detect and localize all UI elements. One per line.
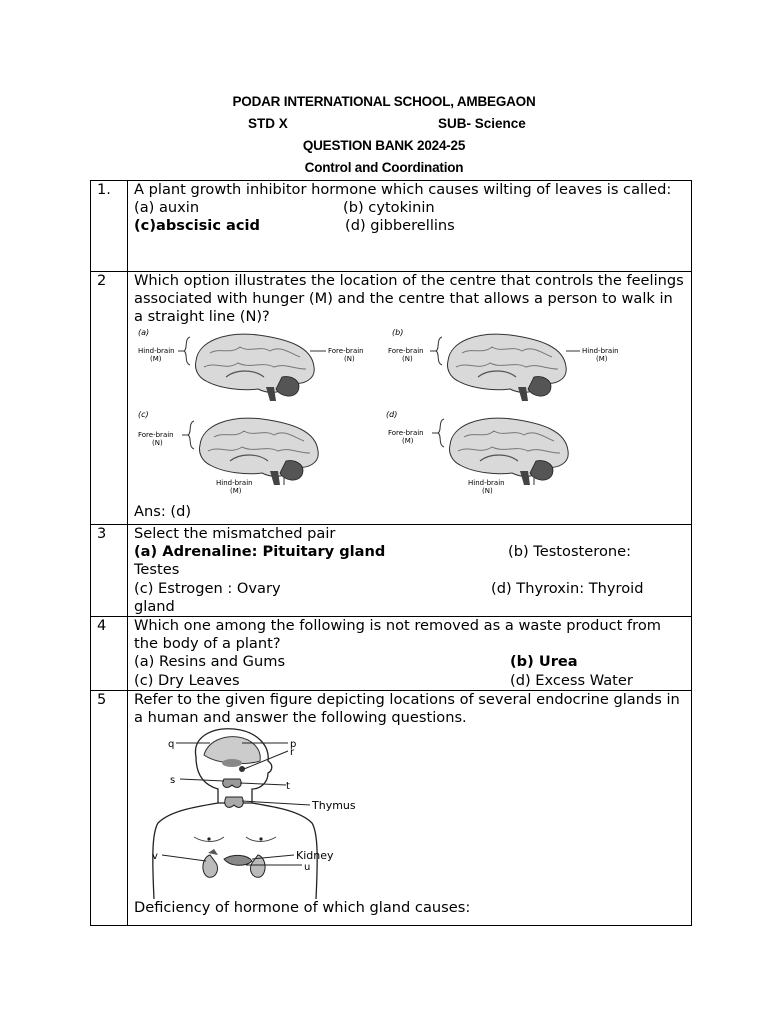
left-label: Hind-brain	[138, 346, 175, 355]
bottom-label: Hind-brain	[216, 478, 253, 487]
label-q: q	[168, 739, 175, 751]
question-row-2	[91, 272, 692, 525]
option-b-answer: (b) Urea	[510, 653, 578, 671]
option-b: (b) cytokinin	[343, 199, 435, 217]
option-d-wrap: gland	[134, 597, 175, 615]
label-t: t	[286, 781, 290, 793]
option-d: (d) Excess Water	[510, 671, 633, 689]
question-number: 1.	[91, 181, 128, 272]
label-u: u	[304, 862, 311, 874]
answer-text: Ans: (d)	[134, 502, 192, 520]
left-sub: (M)	[150, 354, 162, 363]
option-a-answer: (a) Adrenaline: Pituitary gland	[134, 543, 386, 561]
question-row-1	[91, 181, 692, 272]
option-b: (b) Testosterone:	[508, 543, 632, 561]
followup-text: Deficiency of hormone of which gland causes:	[134, 899, 471, 917]
option-tag: (a)	[138, 327, 150, 337]
question-text: Which one among the following is not removed as a waste product from the body of a plant?	[134, 616, 661, 653]
option-tag: (d)	[386, 409, 398, 419]
option-c: (c) Dry Leaves	[134, 671, 240, 689]
chapter-title: Control and Coordination	[304, 160, 464, 175]
question-table	[90, 180, 692, 926]
question-body	[128, 272, 692, 525]
question-row-3	[91, 525, 692, 617]
label-thymus: Thymus	[312, 799, 356, 813]
question-number: 2	[91, 272, 128, 525]
question-text: Select the mismatched pair	[134, 525, 336, 542]
left-sub: (N)	[152, 438, 163, 447]
option-b-wrap: Testes	[134, 561, 180, 579]
option-d: (d) Thyroxin: Thyroid	[491, 579, 644, 597]
right-sub: (N)	[344, 354, 355, 363]
subject-label: SUB- Science	[438, 116, 526, 131]
question-number: 5	[91, 690, 128, 925]
bottom-sub: (N)	[482, 486, 493, 495]
left-label: Fore-brain	[138, 430, 174, 439]
brain-option-b	[388, 328, 619, 401]
question-text: Which option illustrates the location of the centre that controls the feelings associated with hunger (M) and the centre that allows a person to walk in a straight line (N)?	[134, 272, 684, 326]
option-a: (a) auxin	[134, 199, 200, 217]
label-v: v	[152, 851, 158, 863]
left-label: Fore-brain	[388, 428, 424, 437]
label-p: p	[290, 739, 297, 751]
brain-option-c	[138, 410, 318, 495]
left-label: Fore-brain	[388, 346, 424, 355]
std-label: STD X	[248, 116, 288, 131]
bank-title: QUESTION BANK 2024-25	[302, 138, 466, 153]
question-text: Refer to the given figure depicting locations of several endocrine glands in a human and answer the following questions.	[134, 690, 680, 726]
question-row-4	[91, 616, 692, 690]
question-number: 4	[91, 616, 128, 690]
question-text: A plant growth inhibitor hormone which causes wilting of leaves is called:	[134, 181, 672, 198]
bottom-sub: (M)	[230, 486, 242, 495]
right-label: Hind-brain	[582, 346, 619, 355]
left-sub: (M)	[402, 436, 414, 445]
option-c: (c) Estrogen : Ovary	[134, 579, 281, 597]
question-body	[128, 616, 692, 690]
option-c-answer: (c)abscisic acid	[134, 217, 260, 235]
brain-option-d	[386, 410, 568, 495]
option-a: (a) Resins and Gums	[134, 653, 286, 671]
brain-options-figure	[134, 327, 634, 503]
question-body	[128, 181, 692, 272]
bottom-label: Hind-brain	[468, 478, 505, 487]
endocrine-glands-figure	[134, 727, 374, 899]
brain-option-a	[138, 328, 364, 401]
right-sub: (M)	[596, 354, 608, 363]
right-label: Fore-brain	[328, 346, 364, 355]
question-body	[128, 690, 692, 925]
label-kidney: Kidney	[296, 849, 334, 863]
label-s: s	[170, 775, 176, 787]
question-row-5	[91, 690, 692, 925]
option-d: (d) gibberellins	[345, 217, 455, 235]
option-tag: (b)	[392, 327, 404, 337]
label-r: r	[290, 747, 295, 759]
left-sub: (N)	[402, 354, 413, 363]
question-number: 3	[91, 525, 128, 617]
option-tag: (c)	[138, 409, 149, 419]
school-name: PODAR INTERNATIONAL SCHOOL, AMBEGAON	[232, 94, 536, 109]
question-body	[128, 525, 692, 617]
